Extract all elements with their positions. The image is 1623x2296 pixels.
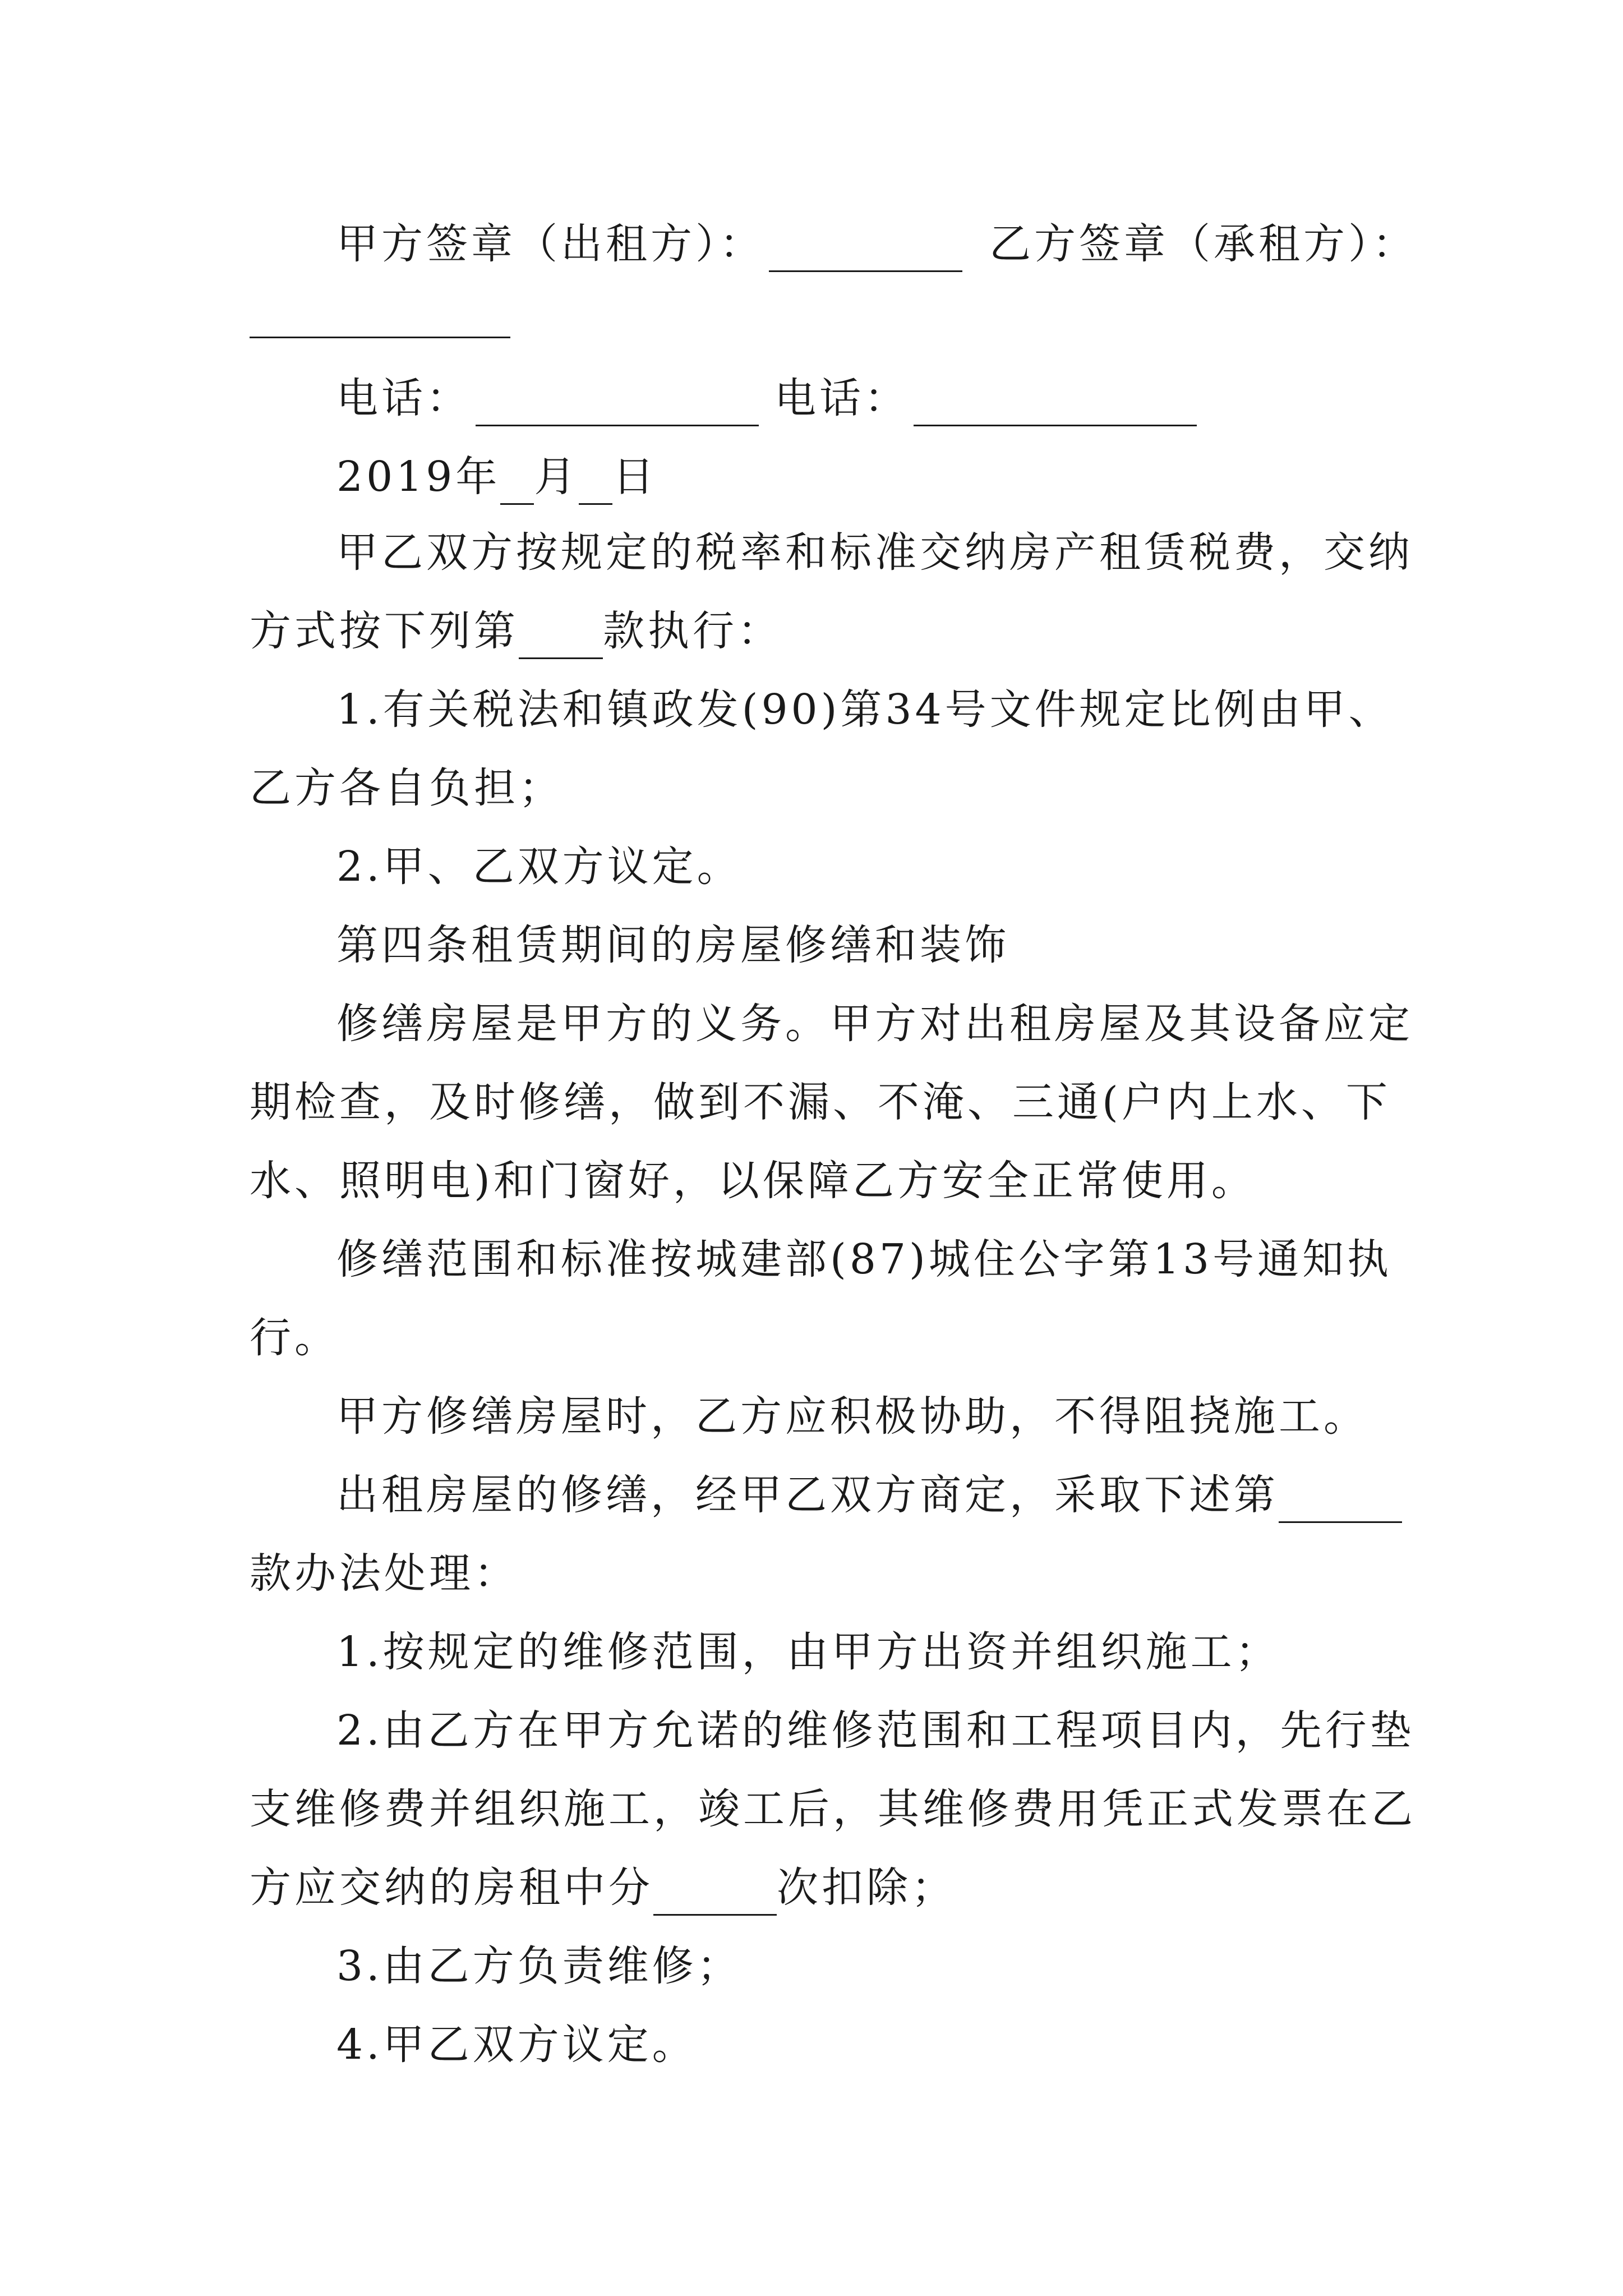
phone-row xyxy=(336,370,1475,426)
party-a-phone-label: 电话： xyxy=(336,374,471,422)
party-a-signature-blank[interactable] xyxy=(769,226,962,272)
deduction-prefix: 方应交纳的房租中分 xyxy=(250,1864,653,1912)
repair-item-2-line-2: 支维修费并组织施工，竣工后，其维修费用凭正式发票在乙 xyxy=(250,1785,1416,1833)
repair-item-4: 4.甲乙双方议定。 xyxy=(336,2021,697,2069)
date-row xyxy=(336,449,1475,505)
tax-item-1-line-2: 乙方各自负担； xyxy=(250,764,564,812)
party-b-signature-blank[interactable] xyxy=(250,337,510,338)
signature-row xyxy=(336,216,1475,272)
repair-option-blank[interactable] xyxy=(1279,1476,1402,1523)
repair-item-2-line-3 xyxy=(250,1860,1388,1916)
date-month: 月 xyxy=(534,453,579,501)
article-4-para-2-line-1: 修缮范围和标准按城建部(87)城住公字第13号通知执 xyxy=(336,1235,1393,1283)
article-4-para-3: 甲方修缮房屋时，乙方应积极协助，不得阻挠施工。 xyxy=(336,1392,1368,1441)
tax-option-blank[interactable] xyxy=(519,613,603,659)
article-4-para-1-line-3: 水、照明电)和门窗好，以保障乙方安全正常使用。 xyxy=(250,1157,1256,1205)
party-b-phone-label: 电话： xyxy=(774,374,909,422)
tax-item-2: 2.甲、乙双方议定。 xyxy=(336,843,742,891)
party-b-signature-label: 乙方签章（承租方）： xyxy=(989,220,1417,268)
repair-item-2-line-1: 2.由乙方在甲方允诺的维修范围和工程项目内，先行垫 xyxy=(336,1706,1415,1755)
repair-option-prefix: 出租房屋的修缮，经甲乙双方商定，采取下述第 xyxy=(336,1471,1279,1519)
repair-item-3: 3.由乙方负责维修； xyxy=(336,1942,742,1990)
date-day: 日 xyxy=(612,453,658,501)
article-4-para-2-line-2: 行。 xyxy=(250,1314,339,1362)
tax-intro-after: 款执行： xyxy=(603,607,782,655)
article-4-para-1-line-1: 修缮房屋是甲方的义务。甲方对出租房屋及其设备应定 xyxy=(336,1000,1413,1048)
tax-intro-line-2 xyxy=(250,603,1388,659)
deduction-count-blank[interactable] xyxy=(653,1869,777,1916)
party-a-phone-blank[interactable] xyxy=(476,380,759,426)
article-4-para-4-line-2: 款办法处理： xyxy=(250,1549,519,1598)
party-b-phone-blank[interactable] xyxy=(914,380,1197,426)
article-4-heading: 第四条租赁期间的房屋修缮和装饰 xyxy=(336,921,1009,969)
tax-item-1-line-1: 1.有关税法和镇政发(90)第34号文件规定比例由甲、 xyxy=(336,685,1394,734)
party-a-signature-label: 甲方签章（出租方）： xyxy=(336,220,764,268)
day-blank[interactable] xyxy=(579,458,612,505)
article-4-para-1-line-2: 期检查，及时修缮，做到不漏、不淹、三通(户内上水、下 xyxy=(250,1078,1391,1126)
repair-item-1: 1.按规定的维修范围，由甲方出资并组织施工； xyxy=(336,1628,1280,1676)
date-year: 2019年 xyxy=(336,453,501,501)
deduction-suffix: 次扣除； xyxy=(777,1864,956,1912)
article-4-para-4-line-1 xyxy=(336,1467,1475,1523)
month-blank[interactable] xyxy=(500,458,534,505)
tax-intro-line-1: 甲乙双方按规定的税率和标准交纳房产租赁税费，交纳 xyxy=(336,528,1413,577)
tax-intro-before: 方式按下列第 xyxy=(250,607,519,655)
